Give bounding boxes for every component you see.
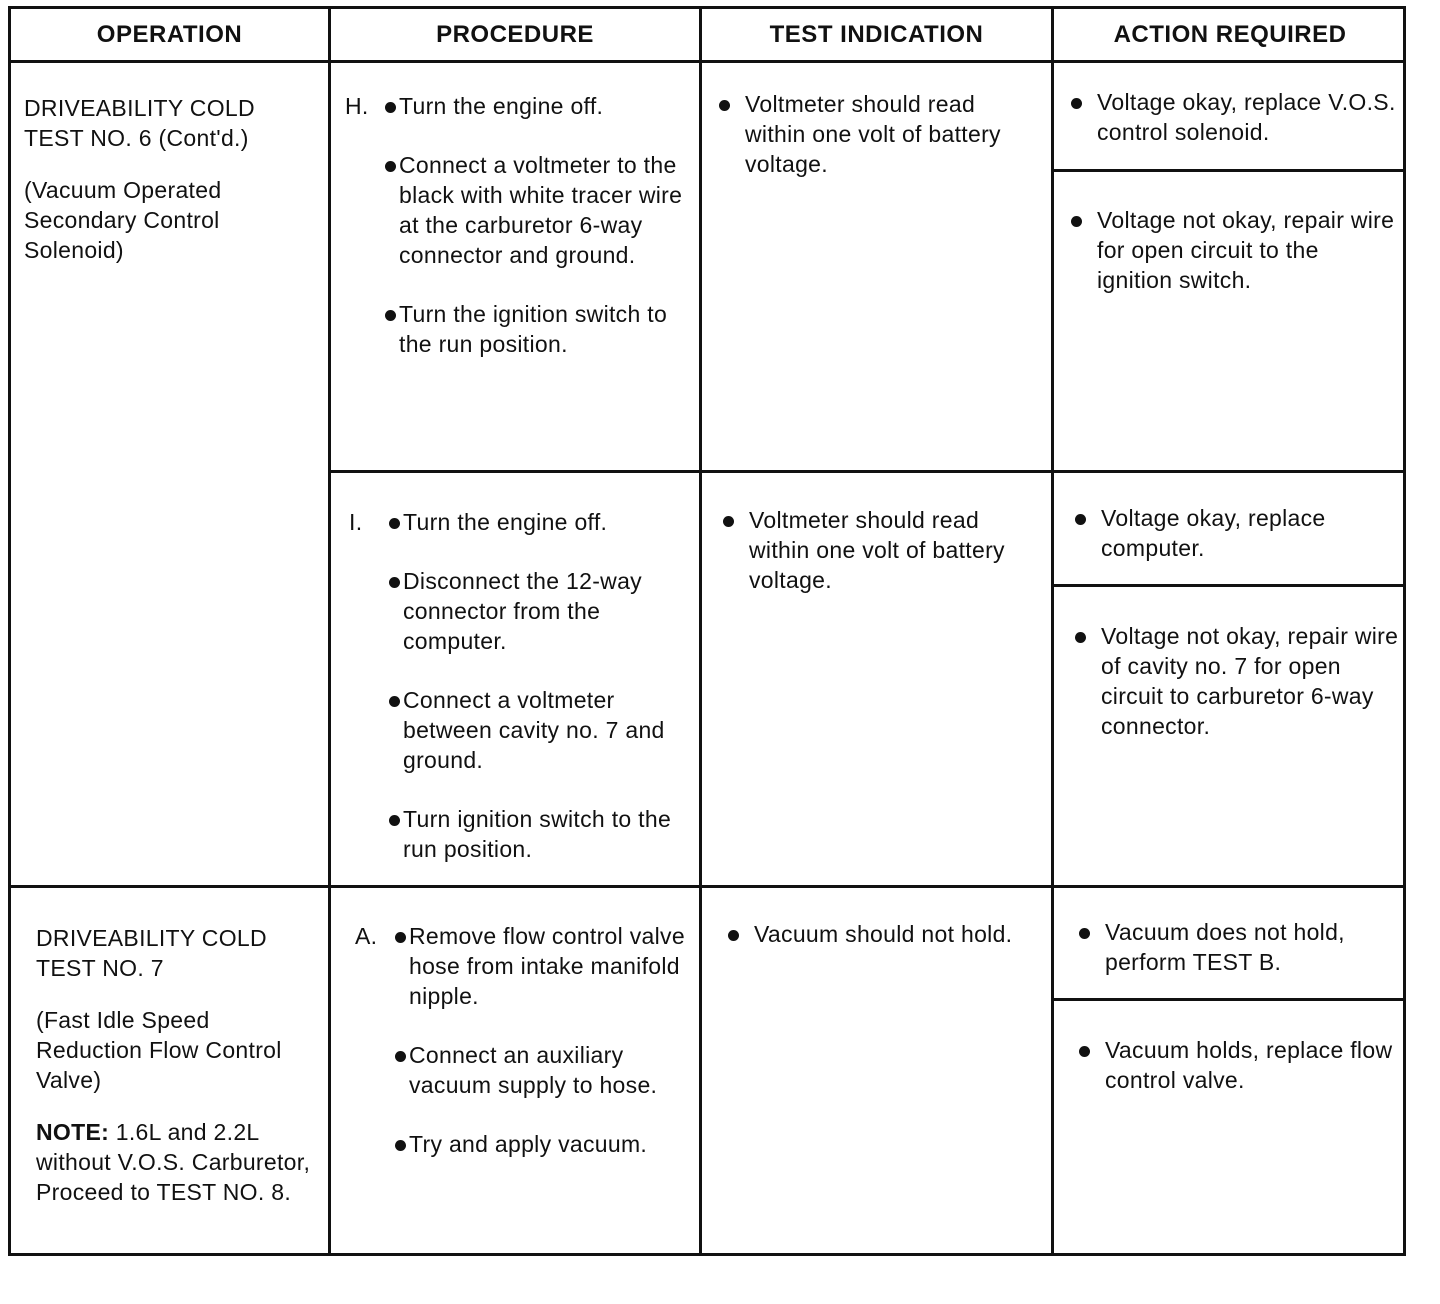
bullet-icon (1075, 632, 1086, 643)
operation-test-6 (24, 93, 314, 295)
bullet-icon (389, 577, 400, 588)
bullet-icon (719, 100, 730, 111)
bullet-icon (395, 932, 406, 943)
indication-item: Voltmeter should read within one volt of battery voltage. (707, 89, 1037, 179)
procedure-item: I. Turn the engine off. (349, 509, 608, 535)
procedure-step-h (341, 91, 691, 388)
bullet-icon (1071, 216, 1082, 227)
step-marker: I. (349, 509, 363, 535)
operation-title: TEST NO. 6 (Cont'd.) (24, 125, 249, 151)
action-item: Voltage not okay, repair wire for open circuit to the ignition switch. (1059, 205, 1399, 295)
indication-step-i (711, 505, 1041, 595)
procedure-step-i (345, 507, 695, 893)
operation-note (36, 1117, 321, 1207)
procedure-item: Disconnect the 12-way connector from the computer. (345, 566, 695, 656)
step-divider (330, 470, 1403, 473)
action-step-a-1 (1067, 917, 1407, 977)
procedure-item: Connect an auxiliary vacuum supply to hose. (351, 1040, 696, 1100)
procedure-item: Try and apply vacuum. (351, 1129, 696, 1159)
header-test-indication: TEST INDICATION (769, 21, 984, 48)
note-label: NOTE: (36, 1119, 110, 1145)
step-marker: H. (345, 93, 369, 119)
operation-title: TEST NO. 7 (36, 955, 164, 981)
bullet-icon (389, 696, 400, 707)
indication-item: Vacuum should not hold. (716, 919, 1041, 949)
bullet-icon (395, 1051, 406, 1062)
action-item: Vacuum does not hold, perform TEST B. (1067, 917, 1407, 977)
operation-title: DRIVEABILITY COLD (24, 95, 255, 121)
bullet-icon (1079, 1046, 1090, 1057)
action-step-i-2 (1063, 621, 1403, 741)
operation-subtitle: (Fast Idle Speed Reduction Flow Control Valve) (36, 1007, 282, 1093)
header-procedure: PROCEDURE (436, 21, 594, 48)
action-step-i-1 (1063, 503, 1403, 563)
indication-step-h (707, 89, 1037, 179)
column-divider (699, 9, 702, 1253)
test-divider (11, 885, 1403, 888)
bullet-icon (1071, 98, 1082, 109)
action-divider (1053, 998, 1403, 1001)
action-divider (1053, 169, 1403, 172)
indication-item: Voltmeter should read within one volt of battery voltage. (711, 505, 1041, 595)
operation-subtitle: (Vacuum Operated Secondary Control Solenoid) (24, 177, 222, 263)
bullet-icon (385, 161, 396, 172)
column-divider (1051, 9, 1054, 1253)
header-action-required: ACTION REQUIRED (1113, 21, 1347, 48)
column-divider (328, 9, 331, 1253)
action-divider (1053, 584, 1403, 587)
procedure-item: Connect a voltmeter between cavity no. 7 and ground. (345, 685, 695, 775)
procedure-item: Turn the ignition switch to the run position. (341, 299, 691, 359)
action-item: Voltage okay, replace computer. (1063, 503, 1403, 563)
action-item: Voltage okay, replace V.O.S. control solenoid. (1059, 87, 1399, 147)
bullet-icon (723, 516, 734, 527)
bullet-icon (1079, 928, 1090, 939)
action-step-h-1 (1059, 87, 1399, 147)
action-step-a-2 (1067, 1035, 1407, 1095)
bullet-icon (1075, 514, 1086, 525)
step-marker: A. (355, 923, 378, 949)
action-step-h-2 (1059, 205, 1399, 295)
bullet-icon (389, 518, 400, 529)
operation-title: DRIVEABILITY COLD (36, 925, 267, 951)
procedure-item: Turn ignition switch to the run position. (345, 804, 695, 864)
indication-step-a (716, 919, 1041, 949)
action-item: Voltage not okay, repair wire of cavity no. 7 for open circuit to carburetor 6-way connector. (1063, 621, 1403, 741)
bullet-icon (389, 815, 400, 826)
procedure-item: H. Turn the engine off. (345, 93, 604, 119)
procedure-item: A. Remove flow control valve hose from intake manifold nipple. (355, 923, 685, 1009)
operation-test-7 (36, 923, 321, 1237)
bullet-icon (385, 310, 396, 321)
bullet-icon (728, 930, 739, 941)
bullet-icon (395, 1140, 406, 1151)
bullet-icon (385, 102, 396, 113)
procedure-item: Connect a voltmeter to the black with white tracer wire at the carburetor 6-way connector and ground. (341, 150, 691, 270)
procedure-step-a (351, 921, 696, 1188)
header-operation: OPERATION (96, 21, 243, 48)
diagnostic-table (8, 6, 1406, 1256)
action-item: Vacuum holds, replace flow control valve. (1067, 1035, 1407, 1095)
note-text: 1.6L and 2.2L without V.O.S. Carburetor, Proceed to TEST NO. 8. (36, 1119, 311, 1205)
